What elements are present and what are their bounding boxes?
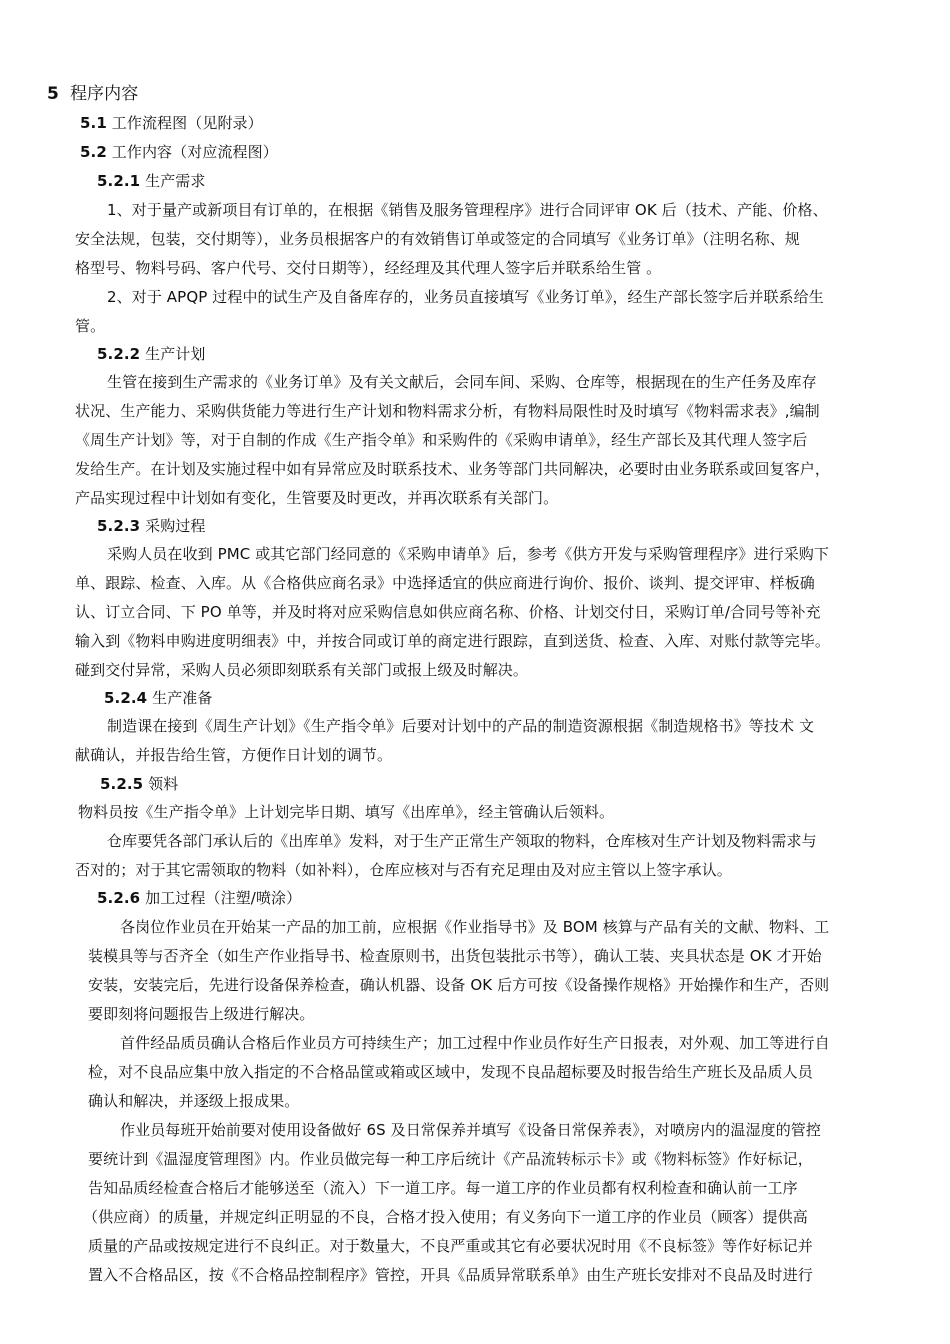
paragraph-line: 《周生产计划》等，对于自制的作成《生产指令单》和采购件的《采购申请单》，经生产部长及其代理人签字后 [75,431,808,449]
section-title: 程序内容 [69,84,139,104]
paragraph-line: 置入不合格品区，按《不合格品控制程序》管控，开具《品质异常联系单》由生产班长安排对不良品及时进行 [88,1266,813,1284]
paragraph-line: 单、跟踪、检查、入库。从《合格供应商名录》中选择适宜的供应商进行询价、报价、谈判、提交评审、样板确 [75,574,815,592]
paragraph-line: 确认和解决，并逐级上报成果。 [88,1092,300,1110]
subsection-number: 5.2.5 [100,775,144,793]
paragraph-line: 制造课在接到《周生产计划》《生产指令单》后要对计划中的产品的制造资源根据《制造规格书》等技术 文 [107,717,815,735]
subsection-5-2-3-heading [97,516,206,536]
subsection-number: 5.2 [80,143,107,161]
subsection-5-2-1-heading [97,171,206,191]
paragraph-line: 碰到交付异常，采购人员必须即刻联系有关部门或报上级及时解决。 [75,661,529,679]
subsection-5-2-6-heading [97,888,301,908]
subsection-5-2-5-heading [100,774,178,794]
paragraph-line: 1、对于量产或新项目有订单的，在根据《销售及服务管理程序》进行合同评审 OK 后（技术、产能、价格、 [107,201,828,219]
paragraph-line: 认、订立合同、下 PO 单等，并及时将对应采购信息如供应商名称、价格、计划交付日，采购订单/合同号等补充 [75,603,821,621]
subsection-title: 工作内容（对应流程图） [111,143,278,161]
subsection-title: 采购过程 [145,517,206,535]
paragraph-line: 要即刻将问题报告上级进行解决。 [88,1005,315,1023]
paragraph-line: 装模具等与否齐全（如生产作业指导书、检查原则书，出货包装批示书等），确认工装、夹具状态是 OK 才开始 [88,947,822,965]
paragraph-line: 检，对不良品应集中放入指定的不合格品筐或箱或区域中，发现不良品超标要及时报告给生产班长及品质人员 [88,1063,813,1081]
paragraph-line: 格型号、物料号码、客户代号、交付日期等），经经理及其代理人签字后并联系给生管 。 [75,259,662,277]
subsection-number: 5.2.1 [97,172,141,190]
subsection-number: 5.1 [80,114,107,132]
paragraph-line: 各岗位作业员在开始某一产品的加工前，应根据《作业指导书》及 BOM 核算与产品有关的文献、物料、工 [120,918,830,936]
subsection-title: 加工过程（注塑/喷涂） [145,889,302,907]
subsection-number: 5.2.6 [97,889,141,907]
section-heading [47,84,138,104]
paragraph-line: 2、对于 APQP 过程中的试生产及自备库存的，业务员直接填写《业务订单》，经生产部长签字后并联系给生 [107,288,824,306]
paragraph-line: 否对的；对于其它需领取的物料（如补料），仓库应核对与否有充足理由及对应主管以上签字承认。 [75,861,732,879]
subsection-number: 5.2.2 [97,345,141,363]
paragraph-line: 输入到《物料申购进度明细表》中，并按合同或订单的商定进行跟踪，直到送货、检查、入库、对账付款等完毕。 [75,632,831,650]
paragraph-line: 要统计到《温湿度管理图》内。作业员做完每一种工序后统计《产品流转标示卡》或《物料标签》作好标记， [88,1150,813,1168]
subsection-5-1-heading [80,113,263,133]
paragraph-line: 管。 [75,317,106,335]
subsection-title: 生产需求 [145,172,206,190]
paragraph-line: 仓库要凭各部门承认后的《出库单》发料，对于生产正常生产领取的物料，仓库核对生产计划及物料需求与 [107,832,817,850]
subsection-title: 领料 [148,775,179,793]
paragraph-line: 首件经品质员确认合格后作业员方可持续生产；加工过程中作业员作好生产日报表，对外观、加工等进行自 [120,1034,830,1052]
paragraph-line: 状况、生产能力、采购供货能力等进行生产计划和物料需求分析，有物料局限性时及时填写《物料需求表》,编制 [75,402,820,420]
paragraph-line: 产品实现过程中计划如有变化，生管要及时更改，并再次联系有关部门。 [75,489,559,507]
paragraph-line: 告知品质经检查合格后才能够送至（流入）下一道工序。每一道工序的作业员都有权利检查和确认前一工序 [88,1179,798,1197]
subsection-number: 5.2.3 [97,517,141,535]
paragraph-line: 发给生产。在计划及实施过程中如有异常应及时联系技术、业务等部门共同解决，必要时由业务联系或回复客户， [75,460,831,478]
section-number: 5 [47,84,59,104]
paragraph-line: 生管在接到生产需求的《业务订单》及有关文献后，会同车间、采购、仓库等，根据现在的生产任务及库存 [107,373,817,391]
paragraph-line: 物料员按《生产指令单》上计划完毕日期、填写《出库单》，经主管确认后领料。 [78,803,615,821]
subsection-title: 工作流程图（见附录） [111,114,263,132]
paragraph-line: 献确认，并报告给生管，方便作日计划的调节。 [75,746,393,764]
paragraph-line: 质量的产品或按规定进行不良纠正。对于数量大，不良严重或其它有必要状况时用《不良标签》等作好标记并 [88,1237,813,1255]
subsection-number: 5.2.4 [104,689,148,707]
paragraph-line: 安全法规，包装，交付期等），业务员根据客户的有效销售订单或签定的合同填写《业务订单》（注明名称、规 [75,230,800,248]
subsection-5-2-2-heading [97,344,206,364]
paragraph-line: （供应商）的质量，并规定纠正明显的不良，合格才投入使用；有义务向下一道工序的作业员（顾客）提供高 [83,1208,808,1226]
paragraph-line: 采购人员在收到 PMC 或其它部门经同意的《采购申请单》后，参考《供方开发与采购管理程序》进行采购下 [107,545,830,563]
subsection-5-2-heading [80,142,278,162]
subsection-5-2-4-heading [104,688,213,708]
paragraph-line: 安装，安装完后，先进行设备保养检查，确认机器、设备 OK 后方可按《设备操作规格》开始操作和生产，否则 [88,976,830,994]
subsection-title: 生产准备 [152,689,213,707]
paragraph-line: 作业员每班开始前要对使用设备做好 6S 及日常保养并填写《设备日常保养表》，对喷房内的温湿度的管控 [120,1121,822,1139]
subsection-title: 生产计划 [145,345,206,363]
